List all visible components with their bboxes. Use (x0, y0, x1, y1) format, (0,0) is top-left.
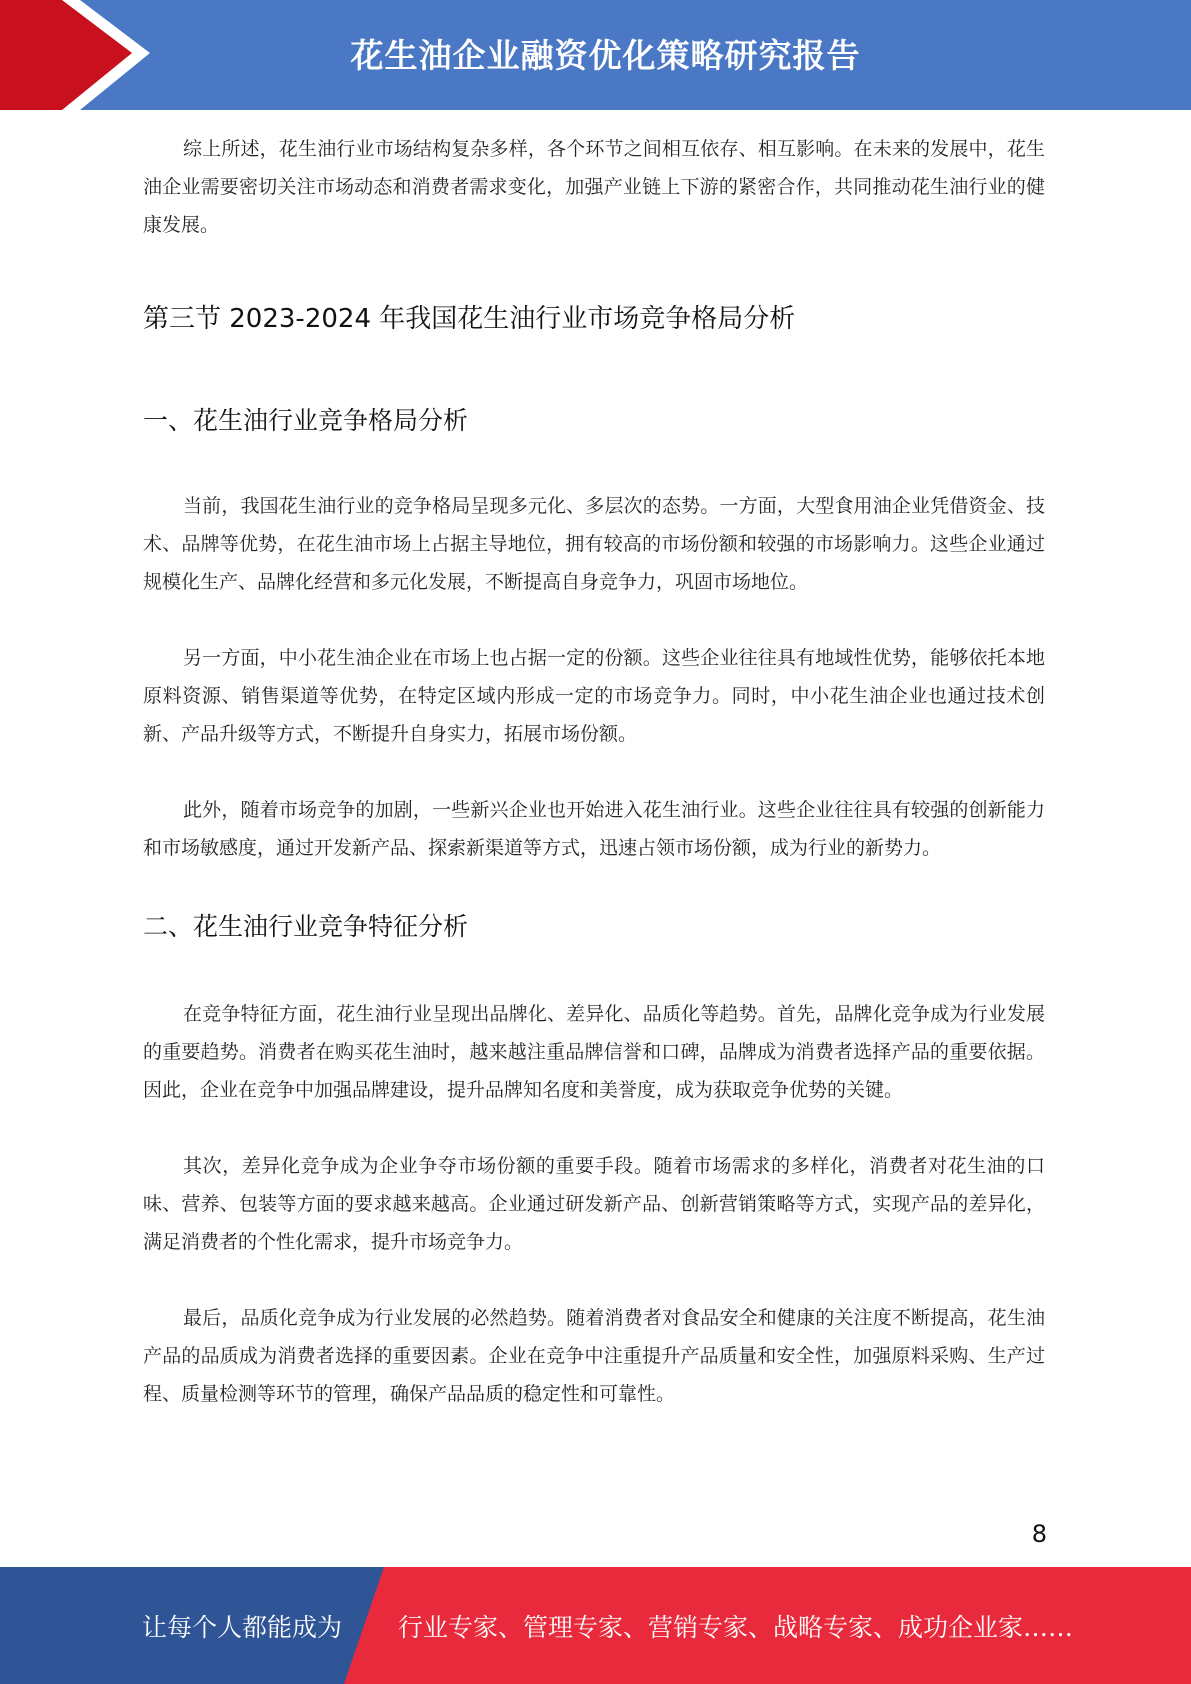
footer-banner (0, 1567, 1191, 1684)
paragraph: 最后，品质化竞争成为行业发展的必然趋势。随着消费者对食品安全和健康的关注度不断提高，花生油产品的品质成为消费者选择的重要因素。企业在竞争中注重提升产品质量和安全性，加强原料采购、生产过程、质量检测等环节的管理，确保产品品质的稳定性和可靠性。 (143, 1307, 1045, 1405)
page-number: 8 (1031, 1520, 1047, 1548)
footer-slogan-left: 让每个人都能成为 (142, 1612, 343, 1642)
paragraph: 另一方面，中小花生油企业在市场上也占据一定的份额。这些企业往往具有地域性优势，能够依托本地原料资源、销售渠道等优势，在特定区域内形成一定的市场竞争力。同时，中小花生油企业也通过技术创新、产品升级等方式，不断提升自身实力，拓展市场份额。 (143, 647, 1045, 745)
subsection-title-1: 一、花生油行业竞争格局分析 (143, 406, 469, 435)
subsection-title-2: 二、花生油行业竞争特征分析 (143, 912, 469, 941)
header-banner (0, 0, 1191, 110)
paragraph: 当前，我国花生油行业的竞争格局呈现多元化、多层次的态势。一方面，大型食用油企业凭借资金、技术、品牌等优势，在花生油市场上占据主导地位，拥有较高的市场份额和较强的市场影响力。这些企业通过规模化生产、品牌化经营和多元化发展，不断提高自身竞争力，巩固市场地位。 (143, 495, 1045, 593)
paragraph: 其次，差异化竞争成为企业争夺市场份额的重要手段。随着市场需求的多样化，消费者对花生油的口味、营养、包装等方面的要求越来越高。企业通过研发新产品、创新营销策略等方式，实现产品的差异化，满足消费者的个性化需求，提升市场竞争力。 (143, 1155, 1045, 1253)
paragraph: 此外，随着市场竞争的加剧，一些新兴企业也开始进入花生油行业。这些企业往往具有较强的创新能力和市场敏感度，通过开发新产品、探索新渠道等方式，迅速占领市场份额，成为行业的新势力。 (143, 799, 1045, 859)
report-title: 花生油企业融资优化策略研究报告 (350, 35, 861, 75)
paragraph: 在竞争特征方面，花生油行业呈现出品牌化、差异化、品质化等趋势。首先，品牌化竞争成为行业发展的重要趋势。消费者在购买花生油时，越来越注重品牌信誉和口碑，品牌成为消费者选择产品的重要依据。因此，企业在竞争中加强品牌建设，提升品牌知名度和美誉度，成为获取竞争优势的关键。 (143, 1003, 1045, 1101)
main-content (143, 130, 1045, 1413)
intro-paragraph: 综上所述，花生油行业市场结构复杂多样，各个环节之间相互依存、相互影响。在未来的发展中，花生油企业需要密切关注市场动态和消费者需求变化，加强产业链上下游的紧密合作，共同推动花生油行业的健康发展。 (143, 138, 1045, 236)
section-title: 第三节 2023-2024 年我国花生油行业市场竞争格局分析 (143, 304, 796, 334)
footer-slogan-right: 行业专家、管理专家、营销专家、战略专家、成功企业家…… (398, 1612, 1074, 1642)
